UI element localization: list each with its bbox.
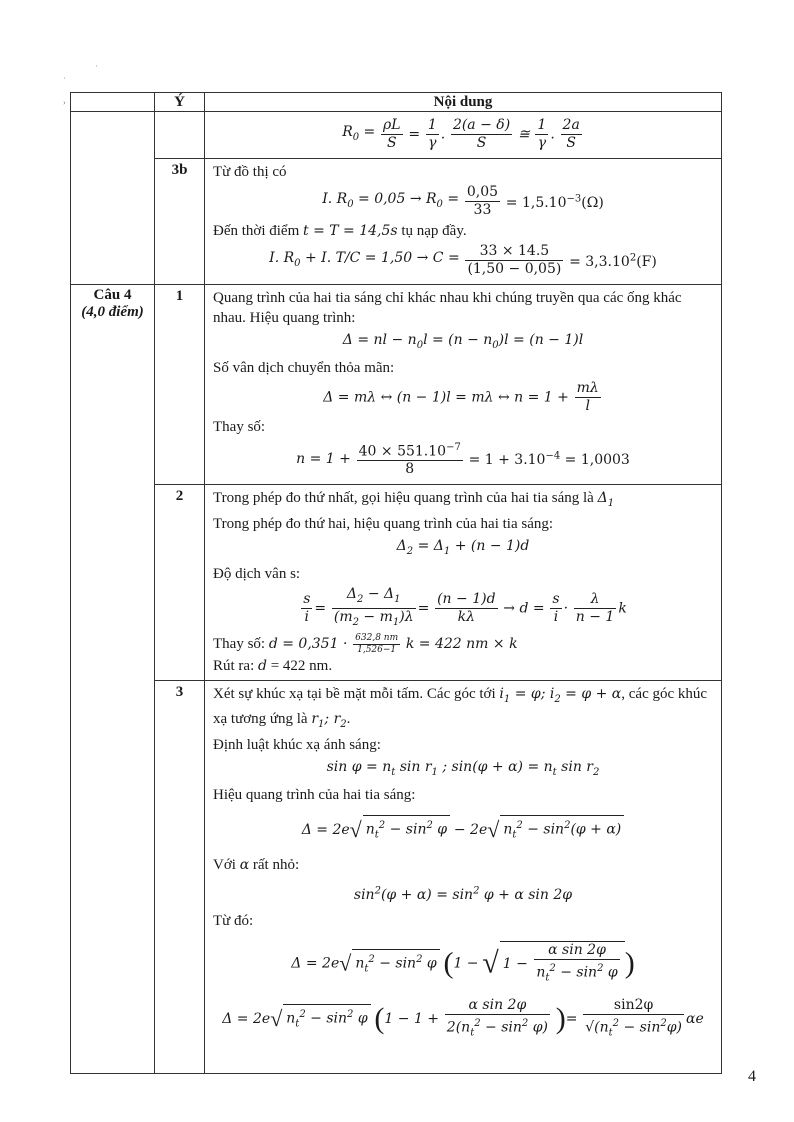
row-1-text1: Quang trình của hai tia sáng chỉ khác nhau khi chúng truyền qua các ống khác nhau. Hiệu quang trình: — [213, 290, 682, 326]
row-3-eq2: Δ = 2e√ $n_t^2 - \sin^2 \varphi - 2e√$ $n_t^2 - \sin^2(\varphi + \alpha)$ — [213, 815, 713, 845]
row-3-eq4: Δ = 2e√ $n_t^2 - \sin^2 \varphi$ (1 − √ 1 − $\frac{\text{α sin 2φ}}{n_t^2 - \sin^2 \varphi}$ ) — [213, 941, 713, 986]
row-1-eq3: n = 1 + $\frac{40 \times 551.10^{-7}}{8}$ = $1 + 3.10^{-4} = 1,0003$ — [213, 439, 713, 479]
row-2-label: 2 — [155, 485, 205, 680]
cau4-points: (4,0 điểm) — [81, 304, 144, 320]
row-2-text1: Trong phép đo thứ nhất, gọi hiệu quang trình của hai tia sáng là $\Delta_1$ — [213, 490, 615, 510]
row-3-text5: Từ đó: — [213, 913, 254, 930]
answer-table — [70, 92, 722, 1074]
row-3b-eq1: I. $R_0 = 0,05 \to R_0$ = $\frac{0,05}{33}$ = $1,5.10^{-3}(\Omega)$ — [322, 184, 604, 218]
row-3b-content — [205, 159, 722, 285]
row-2-content — [205, 485, 722, 680]
row-3-eq5: Δ = 2e√ $n_t^2 - \sin^2 \varphi$ (1 − 1 + $\frac{\text{α sin 2φ}}{2(n_t^2 - \sin^2 \varphi)}$ )= $\frac{\sin 2\varphi}{√(n_t^2 - \sin^2\varphi)}$ αe — [222, 996, 704, 1039]
row-2-text4: Thay số: d = 0,351 · $\frac{632,8 nm}{1,526-1}$ k = 422 nm × k — [213, 632, 518, 655]
row-3-text3: Hiệu quang trình của hai tia sáng: — [213, 787, 416, 804]
table-header-row — [71, 93, 722, 112]
row-3-eq3: $\sin^2(\varphi + \alpha) = \sin^2 \varphi + \alpha$ sin 2φ — [353, 885, 573, 904]
row-2-text2: Trong phép đo thứ hai, hiệu quang trình của hai tia sáng: — [213, 516, 554, 533]
row-3-text4: Với α rất nhỏ: — [213, 857, 300, 874]
row-3-text2: Định luật khúc xạ ánh sáng: — [213, 737, 381, 754]
row-2-text5: Rút ra: d = 422 nm. — [213, 657, 333, 674]
scan-speck: · — [63, 74, 66, 83]
r0-formula: $R_0$ = $\frac{\rho L}{S}$ = $\frac{1}{\gamma}$ . $\frac{2(a - \delta)}{S}$ ≅ $\frac{1}{\gamma}$ . $\frac{2a}{S}$ — [342, 117, 580, 151]
row-r0-content — [205, 112, 722, 159]
row-3b-eq2: I. $R_0 + I$. T/C = 1,50 → C = $\frac{33 \times 14.5}{(1,50 - 0,05)}$ = $3,3.10^2(F)$ — [269, 243, 657, 277]
cau4-cell — [71, 285, 155, 1074]
row-3-text1: Xét sự khúc xạ tại bề mặt mỗi tấm. Các góc tới $i_1 = \varphi$; $i_2 = \varphi + \alpha$, các góc khúc xạ tương ứng là $r_1$; $r_2$. — [213, 685, 708, 731]
row-1-label: 1 — [155, 285, 205, 485]
row-3b — [71, 159, 722, 285]
scan-speck: › — [63, 98, 66, 107]
row-r0-label — [155, 112, 205, 159]
row-3-eq1: $\sin \varphi = n_t$ $\sin r_1$ ; $\sin(\varphi + \alpha) = n_t$ $\sin r_2$ — [326, 759, 600, 779]
page-number: 4 — [748, 1068, 756, 1085]
row-1-eq2: Δ = mλ ↔ (n − 1)l = mλ ↔ n = 1 + $\frac{m\lambda}{l}$ — [323, 379, 599, 414]
row-3-content — [205, 680, 722, 1073]
row-2 — [71, 485, 722, 680]
row-2-eq1: $\Delta_2 = \Delta_1 + (n - 1)d$ — [396, 538, 530, 558]
row-3b-line1: Từ đồ thị có — [213, 164, 287, 180]
header-empty-cell — [71, 93, 155, 112]
row-1-content — [205, 285, 722, 485]
row-r0 — [71, 112, 722, 159]
header-content: Nội dung — [205, 93, 722, 112]
row-1-text3: Thay số: — [213, 418, 266, 435]
row-1-text2: Số vân dịch chuyển thỏa mãn: — [213, 359, 395, 376]
row-3 — [71, 680, 722, 1073]
row-3-label: 3 — [155, 680, 205, 1073]
row-2-eq2: $\frac{s}{i}$ = $\frac{\Delta_2 - \Delta_1}{(m_2 - m_1)\lambda}$ = $\frac{(n - 1)d}{k\lambda}$ → d = $\frac{s}{i}$ · $\frac{\lambda}{n - 1}$ k — [303, 586, 627, 628]
scan-speck: · — [95, 62, 98, 71]
row-2-text3: Độ dịch vân s: — [213, 566, 301, 583]
row-1 — [71, 285, 722, 485]
cau3-continued-cell — [71, 112, 155, 285]
header-y: Ý — [155, 93, 205, 112]
cau4-title: Câu 4 — [93, 287, 132, 303]
row-1-eq1: Δ = nl − $n_0l = (n - n_0)l = (n - 1)l$ — [342, 332, 584, 351]
row-3b-line2: Đến thời điểm t = T = 14,5s tụ nạp đầy. — [213, 223, 467, 239]
row-3b-label: 3b — [155, 159, 205, 285]
